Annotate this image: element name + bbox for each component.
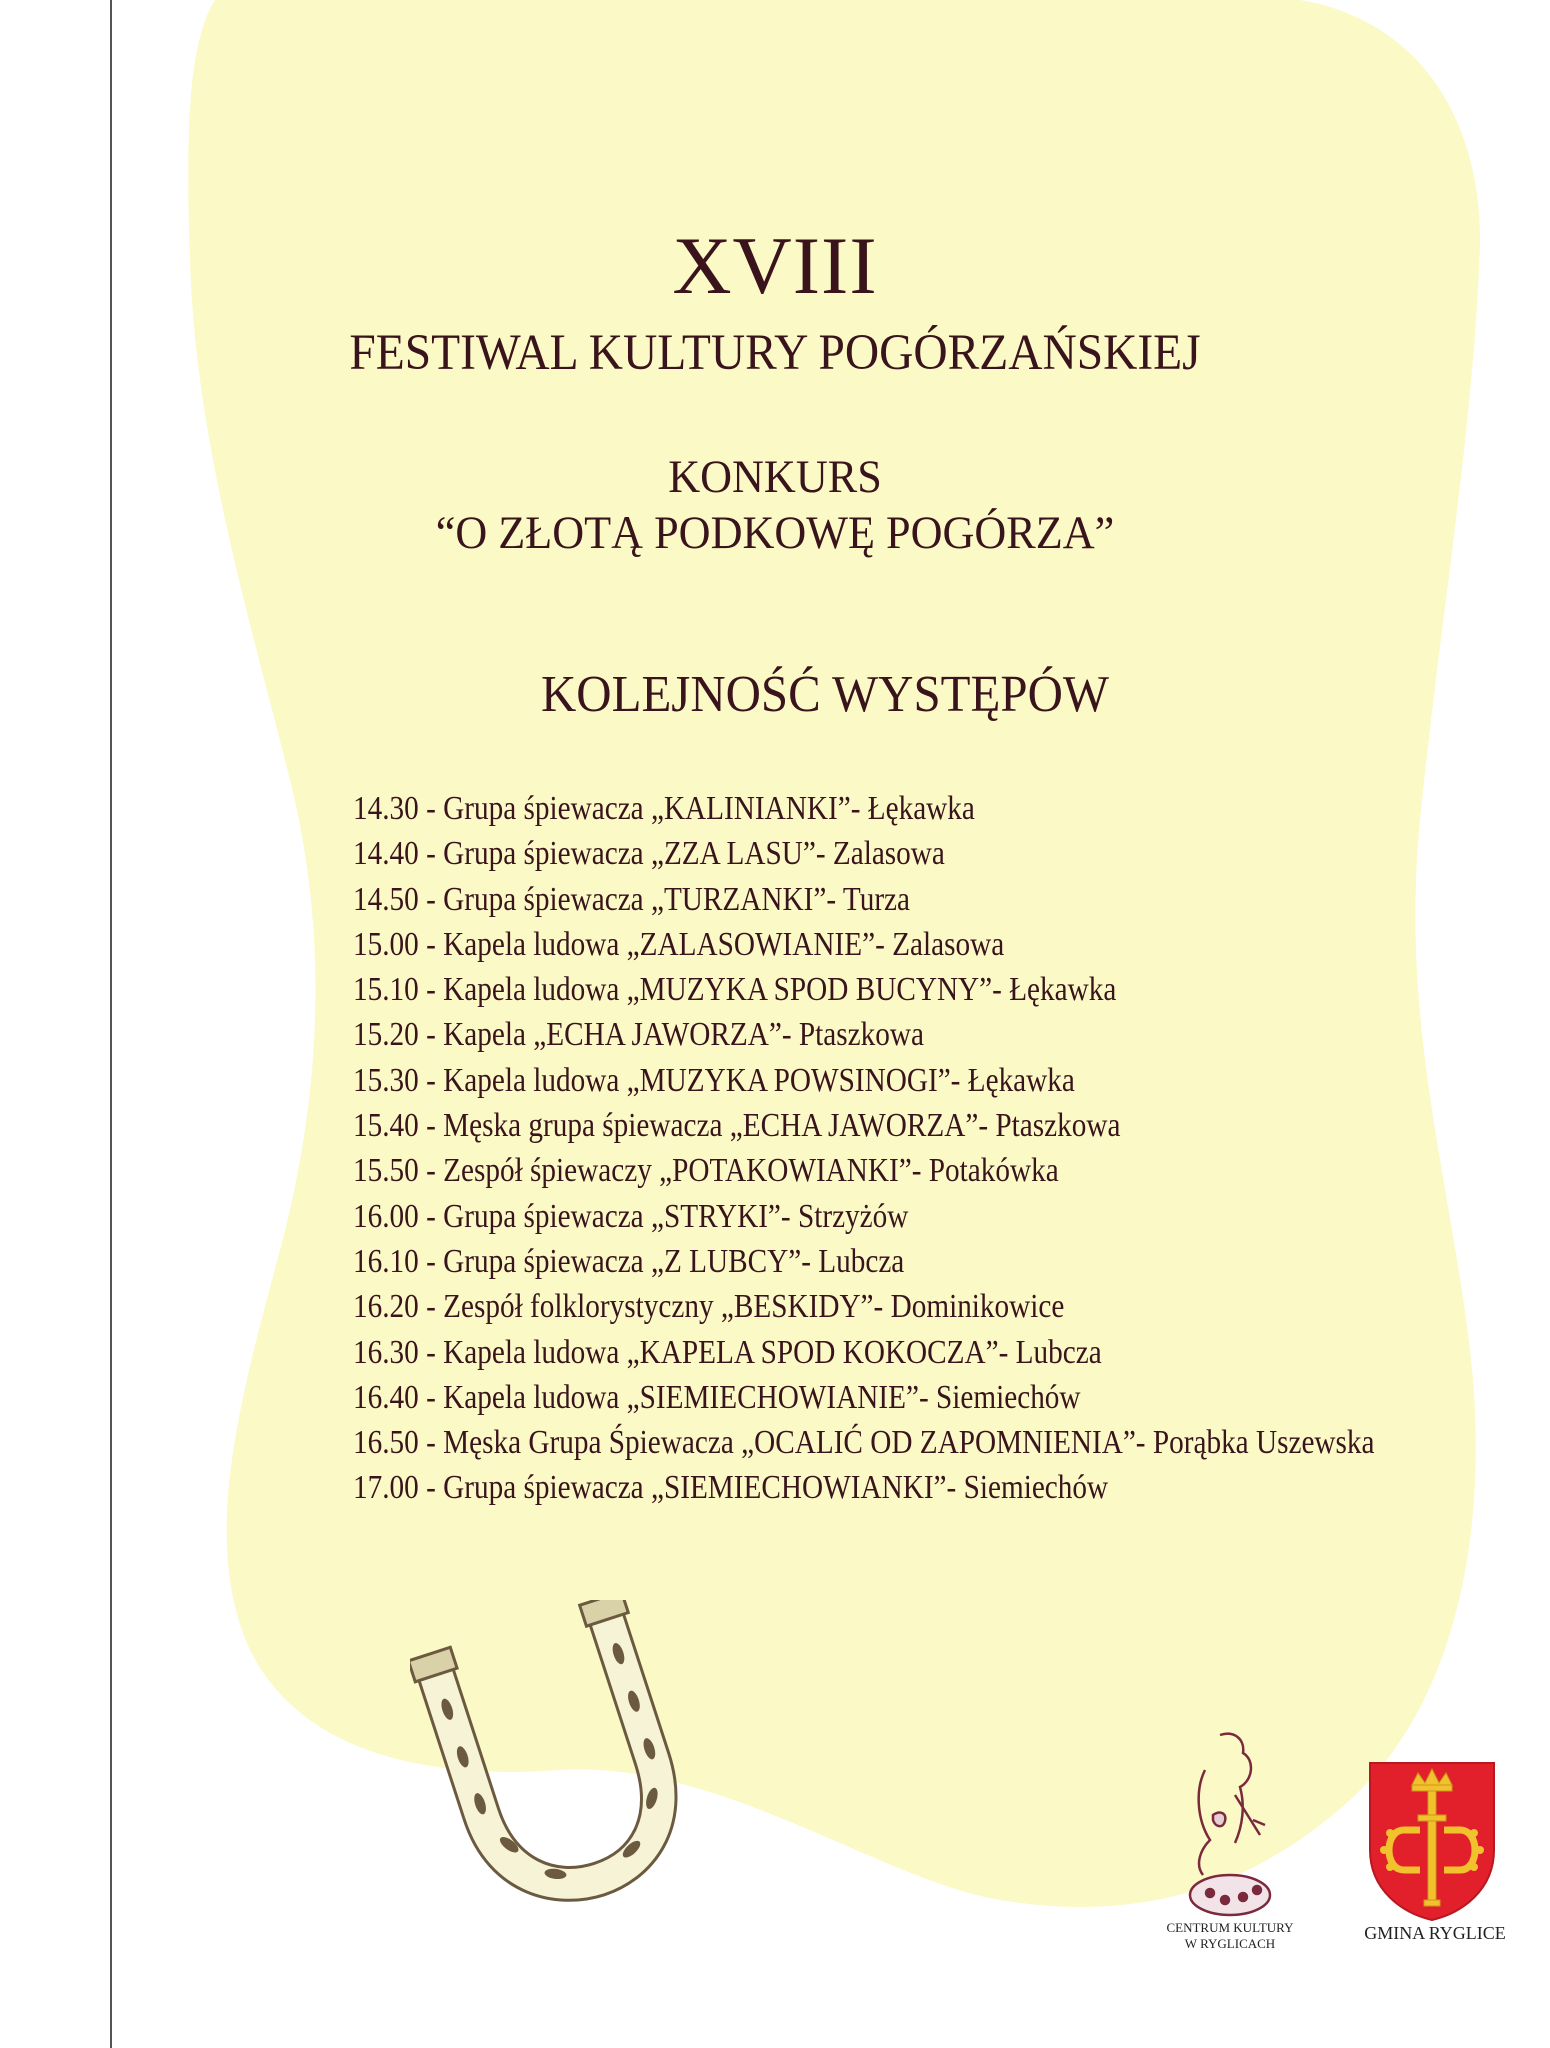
order-heading: KOLEJNOŚĆ WYSTĘPÓW — [540, 666, 1110, 723]
schedule-row: 16.00 - Grupa śpiewacza „STRYKI”- Strzyżów — [353, 1197, 909, 1235]
culture-centre-line1: CENTRUM KULTURY — [1166, 1920, 1294, 1935]
schedule-row: 15.50 - Zespół śpiewaczy „POTAKOWIANKI”- Potakówka — [353, 1152, 1059, 1190]
schedule-row: 15.40 - Męska grupa śpiewacza „ECHA JAWORZA”- Ptaszkowa — [353, 1107, 1121, 1145]
ryglice-coat-of-arms — [1362, 1755, 1502, 1925]
schedule-row: 14.40 - Grupa śpiewacza „ZZA LASU”- Zalasowa — [353, 835, 945, 873]
schedule-row: 15.20 - Kapela „ECHA JAWORZA”- Ptaszkowa — [353, 1016, 924, 1054]
schedule-row: 14.50 - Grupa śpiewacza „TURZANKI”- Turza — [353, 880, 911, 918]
schedule-row: 15.30 - Kapela ludowa „MUZYKA POWSINOGI”- Łękawka — [353, 1061, 1075, 1099]
schedule-row: 16.20 - Zespół folklorystyczny „BESKIDY”- Dominikowice — [353, 1288, 1065, 1326]
municipality-label: GMINA RYGLICE — [1364, 1923, 1506, 1943]
schedule-row: 16.10 - Grupa śpiewacza „Z LUBCY”- Lubcza — [353, 1242, 905, 1280]
edition-number: XVIII — [672, 220, 878, 311]
horseshoe-icon — [410, 1600, 690, 1920]
festival-title: FESTIWAL KULTURY POGÓRZAŃSKIEJ — [349, 325, 1201, 381]
schedule-row: 16.30 - Kapela ludowa „KAPELA SPOD KOKOCZA”- Lubcza — [353, 1333, 1102, 1371]
culture-centre-line2: W RYGLICACH — [1184, 1936, 1276, 1951]
culture-centre-label — [1155, 1920, 1305, 1952]
contest-name: “O ZŁOTĄ PODKOWĘ POGÓRZA” — [435, 507, 1115, 559]
contest-label: KONKURS — [668, 451, 882, 503]
schedule-row: 16.50 - Męska Grupa Śpiewacza „OCALIĆ OD ZAPOMNIENIA”- Porąbka Uszewska — [353, 1424, 1375, 1462]
schedule-list — [353, 786, 1541, 1511]
culture-centre-logo — [1165, 1725, 1295, 1925]
schedule-row: 15.00 - Kapela ludowa „ZALASOWIANIE”- Zalasowa — [353, 925, 1005, 963]
schedule-row: 15.10 - Kapela ludowa „MUZYKA SPOD BUCYNY”- Łękawka — [353, 971, 1117, 1009]
schedule-row: 14.30 - Grupa śpiewacza „KALINIANKI”- Łękawka — [353, 790, 975, 827]
schedule-row: 17.00 - Grupa śpiewacza „SIEMIECHOWIANKI”- Siemiechów — [353, 1469, 1109, 1507]
schedule-row: 16.40 - Kapela ludowa „SIEMIECHOWIANIE”- Siemiechów — [353, 1378, 1081, 1416]
